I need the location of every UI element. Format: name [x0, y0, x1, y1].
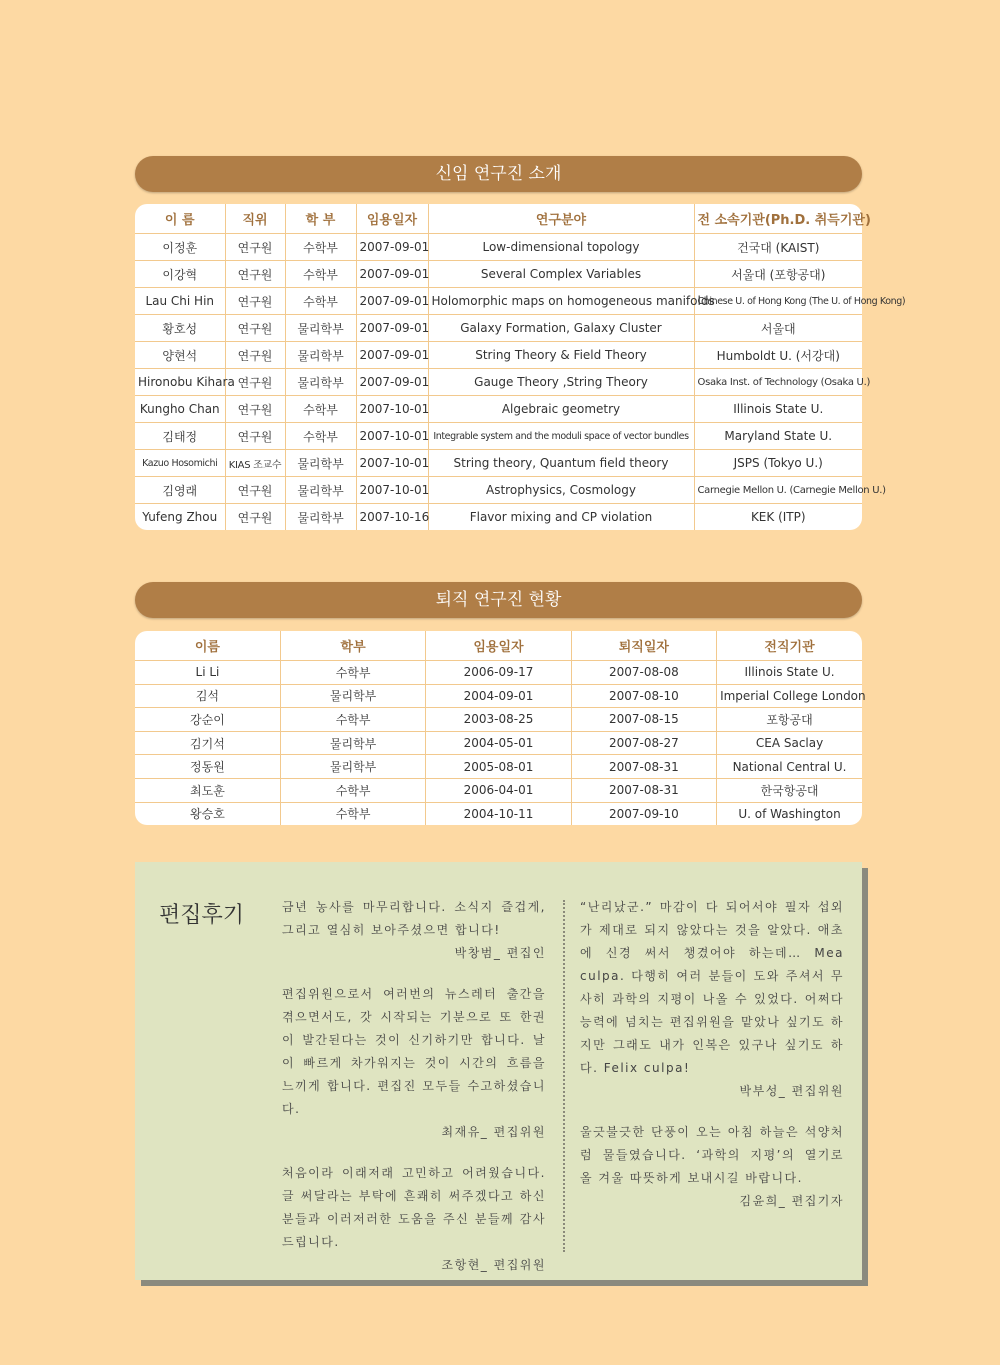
department-cell: 물리학부 [280, 731, 425, 755]
department-cell: 수학부 [285, 288, 356, 315]
appointment-date-cell: 2007-09-01 [356, 342, 428, 369]
table-row [135, 234, 862, 261]
department-cell: 수학부 [280, 802, 425, 825]
appointment-date-cell: 2007-10-01 [356, 477, 428, 504]
affiliation-cell: Illinois State U. [694, 396, 862, 423]
position-cell: 연구원 [225, 477, 285, 504]
table-row [135, 315, 862, 342]
research-field-cell: Galaxy Formation, Galaxy Cluster [428, 315, 694, 342]
retirement-date-cell: 2007-08-31 [571, 778, 716, 802]
department-cell: 수학부 [285, 396, 356, 423]
new-staff-table-container [135, 204, 906, 530]
table-row [135, 261, 862, 288]
department-cell: 수학부 [280, 708, 425, 732]
editorial-right-column [580, 896, 844, 1231]
table-row [135, 342, 862, 369]
header-position: 직위 [225, 204, 285, 234]
editorial-signature: 김윤희_ 편집기자 [739, 1194, 844, 1208]
editorial-note: “난리났군.” 마감이 다 되어서야 필자 섭외가 제대로 되지 않았다는 것을 알았다. 애초에 신경 써서 챙겼어야 하는데… Mea culpa. 다행히 여러 분들이 도와 주셔서 무사히 과학의 지평이 나올 수 있었다. 어쩌다 능력에 넘치는 편집위원을 맡았나 싶기도 하지만 그래도 내가 인복은 있구나 싶기도 하다. Felix culpa! [580, 900, 844, 1075]
research-field-cell: Astrophysics, Cosmology [428, 477, 694, 504]
department-cell: 수학부 [285, 261, 356, 288]
affiliation-cell: Chinese U. of Hong Kong (The U. of Hong Kong) [694, 288, 862, 315]
affiliation-cell: Carnegie Mellon U. (Carnegie Mellon U.) [694, 477, 862, 504]
position-cell: 연구원 [225, 504, 285, 531]
name-cell: 왕승호 [135, 802, 280, 825]
appointment-date-cell: 2004-05-01 [426, 731, 571, 755]
table-row [135, 755, 862, 779]
appointment-date-cell: 2007-09-01 [356, 261, 428, 288]
header-appointment-date: 임용일자 [356, 204, 428, 234]
column-divider [563, 900, 565, 1252]
appointment-date-cell: 2007-10-01 [356, 423, 428, 450]
appointment-date-cell: 2007-10-01 [356, 396, 428, 423]
appointment-date-cell: 2007-09-01 [356, 315, 428, 342]
table-row [135, 396, 862, 423]
affiliation-cell: U. of Washington [738, 806, 841, 821]
research-field-cell: Holomorphic maps on homogeneous manifolds [428, 288, 694, 315]
appointment-date-cell: 2007-09-01 [356, 288, 428, 315]
appointment-date-cell: 2005-08-01 [426, 755, 571, 779]
department-cell: 수학부 [285, 423, 356, 450]
header-department: 학 부 [285, 204, 356, 234]
retirement-date-cell: 2007-08-10 [571, 684, 716, 708]
appointment-date-cell: 2007-10-01 [356, 450, 428, 477]
header-previous-affiliation: 전 소속기관(Ph.D. 취득기관) [694, 204, 862, 234]
editorial-signature: 최재유_ 편집위원 [441, 1125, 546, 1139]
appointment-date-cell: 2006-04-01 [426, 778, 571, 802]
editorial-signature: 조항현_ 편집위원 [441, 1258, 546, 1272]
editorial-note: 울긋불긋한 단풍이 오는 아침 하늘은 석양처럼 물들였습니다. ‘과학의 지평’의 열기로 올 겨울 따뜻하게 보내시길 바랍니다. [580, 1125, 844, 1185]
retired-staff-title: 퇴직 연구진 현황 [135, 582, 862, 618]
department-cell: 수학부 [280, 661, 425, 685]
department-cell: 물리학부 [285, 504, 356, 531]
position-cell: KIAS 조교수 [225, 450, 285, 477]
affiliation-cell: 서울대 [694, 315, 862, 342]
affiliation-cell: National Central U. [717, 755, 862, 779]
position-cell: 연구원 [225, 423, 285, 450]
editorial-box [135, 862, 862, 1280]
name-cell: Hironobu Kihara [135, 369, 225, 396]
name-cell: 최도훈 [135, 778, 280, 802]
header-appointment-date: 임용일자 [426, 631, 571, 661]
table-header-row [135, 631, 862, 661]
table-row [135, 731, 862, 755]
editorial-title: 편집후기 [159, 903, 245, 928]
name-cell: 이정훈 [135, 234, 225, 261]
table-row [135, 477, 862, 504]
header-name: 이 름 [135, 204, 225, 234]
research-field-cell: Low-dimensional topology [428, 234, 694, 261]
table-row [135, 450, 862, 477]
retirement-date-cell: 2007-08-27 [571, 731, 716, 755]
position-cell: 연구원 [225, 369, 285, 396]
position-cell: 연구원 [225, 315, 285, 342]
name-cell: 김태정 [135, 423, 225, 450]
affiliation-cell: KEK (ITP) [750, 510, 806, 524]
research-field-cell: Algebraic geometry [428, 396, 694, 423]
research-field-cell: Integrable system and the moduli space of vector bundles [428, 423, 694, 450]
affiliation-cell: JSPS (Tokyo U.) [694, 450, 862, 477]
table-header-row [135, 204, 862, 234]
new-staff-table [135, 204, 906, 530]
department-cell: 수학부 [285, 234, 356, 261]
table-row [135, 369, 862, 396]
header-department: 학부 [280, 631, 425, 661]
table-row [135, 684, 862, 708]
department-cell: 물리학부 [285, 477, 356, 504]
research-field-cell: String Theory & Field Theory [428, 342, 694, 369]
affiliation-cell: CEA Saclay [717, 731, 862, 755]
editorial-note: 편집위원으로서 여러번의 뉴스레터 출간을 겪으면서도, 갓 시작되는 기분으로 또 한권이 발간된다는 것이 신기하기만 합니다. 날이 빠르게 차가워지는 것이 시간의 흐름을 느끼게 합니다. 편집진 모두들 수고하셨습니다. [282, 987, 546, 1116]
position-cell: 연구원 [225, 234, 285, 261]
name-cell: Kazuo Hosomichi [135, 450, 225, 477]
table-row [135, 288, 862, 315]
affiliation-cell: Imperial College London [717, 684, 862, 708]
name-cell: 황호성 [135, 315, 225, 342]
header-name: 이름 [135, 631, 280, 661]
name-cell: 김기석 [135, 731, 280, 755]
name-cell: Kungho Chan [135, 396, 225, 423]
editorial-signature: 박창범_ 편집인 [454, 946, 546, 960]
appointment-date-cell: 2006-09-17 [426, 661, 571, 685]
appointment-date-cell: 2007-10-16 [356, 504, 428, 531]
header-next-affiliation: 전직기관 [717, 631, 862, 661]
name-cell: Yufeng Zhou [135, 504, 225, 531]
table-row [135, 423, 862, 450]
editorial-note: 처음이라 이래저래 고민하고 어려웠습니다. 글 써달라는 부탁에 흔쾌히 써주겠다고 하신 분들과 이러저러한 도움을 주신 분들께 감사드립니다. [282, 1166, 546, 1249]
research-field-cell: Flavor mixing and CP violation [428, 504, 694, 531]
position-cell: 연구원 [225, 288, 285, 315]
editorial-note: 금년 농사를 마무리합니다. 소식지 즐겁게, 그리고 열심히 보아주셨으면 합니다! [282, 900, 546, 937]
research-field-cell: Several Complex Variables [428, 261, 694, 288]
table-row [135, 504, 862, 531]
appointment-date-cell: 2003-08-25 [426, 708, 571, 732]
name-cell: 강순이 [135, 708, 280, 732]
department-cell: 물리학부 [285, 450, 356, 477]
affiliation-cell: Osaka Inst. of Technology (Osaka U.) [694, 369, 862, 396]
department-cell: 물리학부 [285, 315, 356, 342]
department-cell: 수학부 [280, 778, 425, 802]
retired-staff-table-container [135, 631, 866, 825]
affiliation-cell: 서울대 (포항공대) [694, 261, 862, 288]
name-cell: 양현석 [135, 342, 225, 369]
position-cell: 연구원 [225, 396, 285, 423]
name-cell: Lau Chi Hin [135, 288, 225, 315]
research-field-cell: String theory, Quantum field theory [428, 450, 694, 477]
retirement-date-cell: 2007-08-08 [571, 661, 716, 685]
new-staff-title: 신임 연구진 소개 [135, 156, 862, 192]
appointment-date-cell: 2007-09-01 [356, 369, 428, 396]
position-cell: 연구원 [225, 342, 285, 369]
department-cell: 물리학부 [285, 369, 356, 396]
appointment-date-cell: 2004-10-11 [426, 802, 571, 825]
appointment-date-cell: 2007-09-01 [356, 234, 428, 261]
position-cell: 연구원 [225, 261, 285, 288]
affiliation-cell: Humboldt U. (서강대) [694, 342, 862, 369]
affiliation-cell: 포항공대 [717, 708, 862, 732]
retirement-date-cell: 2007-09-10 [571, 802, 716, 825]
header-retirement-date: 퇴직일자 [571, 631, 716, 661]
name-cell: 김영래 [135, 477, 225, 504]
name-cell: 정동원 [135, 755, 280, 779]
department-cell: 물리학부 [280, 755, 425, 779]
department-cell: 물리학부 [280, 684, 425, 708]
header-research-field: 연구분야 [428, 204, 694, 234]
affiliation-cell: Maryland State U. [694, 423, 862, 450]
appointment-date-cell: 2004-09-01 [426, 684, 571, 708]
affiliation-cell: 건국대 (KAIST) [694, 234, 862, 261]
editorial-left-column [282, 896, 546, 1295]
name-cell: 김석 [135, 684, 280, 708]
table-row [135, 802, 862, 825]
editorial-signature: 박부성_ 편집위원 [739, 1084, 844, 1098]
department-cell: 물리학부 [285, 342, 356, 369]
retirement-date-cell: 2007-08-15 [571, 708, 716, 732]
affiliation-cell: 한국항공대 [717, 778, 862, 802]
retirement-date-cell: 2007-08-31 [571, 755, 716, 779]
name-cell: Li Li [135, 661, 280, 685]
research-field-cell: Gauge Theory ,String Theory [428, 369, 694, 396]
retired-staff-table [135, 631, 866, 825]
name-cell: 이강혁 [135, 261, 225, 288]
table-row [135, 661, 862, 685]
table-row [135, 778, 862, 802]
affiliation-cell: Illinois State U. [717, 661, 862, 685]
table-row [135, 708, 862, 732]
